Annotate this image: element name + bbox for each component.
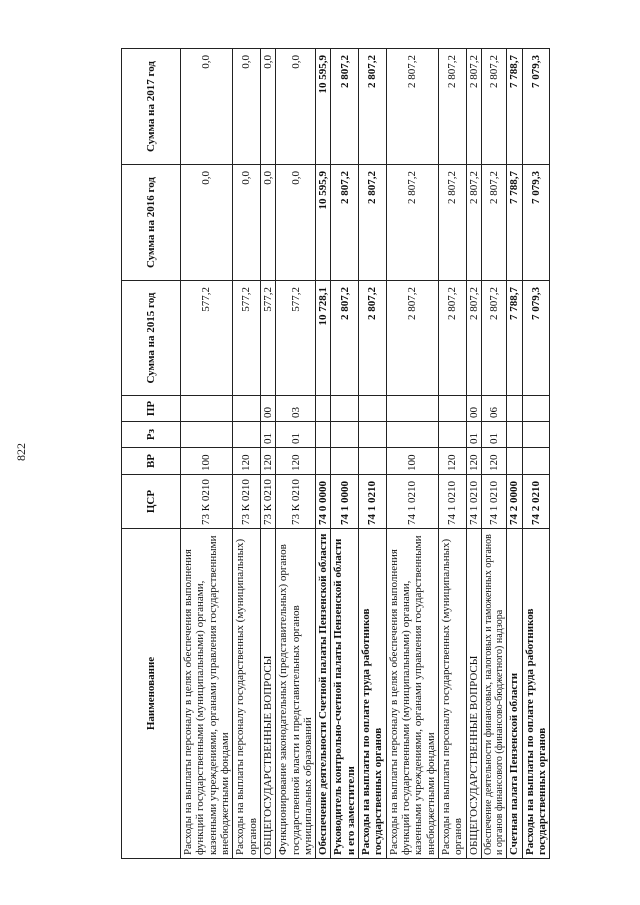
cell-csr: 73 К 0210 (181, 475, 233, 529)
cell-sum-2017: 7 788,7 (507, 49, 522, 165)
cell-sum-2017: 2 807,2 (386, 49, 438, 165)
cell-sum-2015: 577,2 (181, 281, 233, 396)
cell-csr: 74 1 0210 (386, 475, 438, 529)
cell-pr: 03 (276, 396, 316, 422)
cell-sum-2016: 7 079,3 (522, 165, 550, 281)
table-row (481, 49, 506, 859)
cell-rz (522, 422, 550, 448)
header-rz: Рз (122, 422, 181, 448)
cell-csr: 73 К 0210 (233, 475, 261, 529)
cell-sum-2015: 7 079,3 (522, 281, 550, 396)
table-row (438, 49, 466, 859)
cell-name: Расходы на выплаты персоналу в целях обеспечения выполнения функций государственными (муниципальными) органами, казенными учреждениями, органами управления государственными внебюджетными фондами (386, 529, 438, 859)
cell-rz (331, 422, 359, 448)
cell-sum-2016: 2 807,2 (481, 165, 506, 281)
table-row (233, 49, 261, 859)
table-row (260, 49, 275, 859)
cell-sum-2016: 0,0 (276, 165, 316, 281)
cell-sum-2015: 2 807,2 (386, 281, 438, 396)
table-row (331, 49, 359, 859)
cell-name: Функционирование законодательных (представительных) органов государственной власти и представительных органов муниципальных образований (276, 529, 316, 859)
header-pr: ПР (122, 396, 181, 422)
cell-sum-2015: 2 807,2 (359, 281, 387, 396)
cell-sum-2015: 577,2 (233, 281, 261, 396)
cell-rz (181, 422, 233, 448)
cell-name: Обеспечение деятельности Счетной палаты Пензенской области (316, 529, 331, 859)
cell-csr: 73 К 0210 (260, 475, 275, 529)
cell-rz (316, 422, 331, 448)
cell-sum-2016: 0,0 (233, 165, 261, 281)
cell-sum-2017: 2 807,2 (438, 49, 466, 165)
cell-csr: 74 2 0210 (522, 475, 550, 529)
cell-rz (386, 422, 438, 448)
table-row (359, 49, 387, 859)
table-row (507, 49, 522, 859)
budget-table-sheet (121, 49, 571, 859)
cell-name: Счетная палата Пензенской области (507, 529, 522, 859)
cell-sum-2015: 2 807,2 (481, 281, 506, 396)
cell-sum-2017: 10 595,9 (316, 49, 331, 165)
table-row (316, 49, 331, 859)
cell-csr: 74 1 0210 (438, 475, 466, 529)
cell-sum-2016: 7 788,7 (507, 165, 522, 281)
cell-csr: 74 1 0000 (331, 475, 359, 529)
cell-sum-2015: 7 788,7 (507, 281, 522, 396)
table-row (386, 49, 438, 859)
cell-sum-2015: 10 728,1 (316, 281, 331, 396)
table-header-row (122, 49, 181, 859)
cell-vr (522, 448, 550, 475)
cell-vr (316, 448, 331, 475)
cell-pr (331, 396, 359, 422)
cell-vr: 120 (260, 448, 275, 475)
cell-sum-2016: 0,0 (260, 165, 275, 281)
cell-sum-2015: 2 807,2 (466, 281, 481, 396)
cell-rz (359, 422, 387, 448)
cell-sum-2017: 0,0 (260, 49, 275, 165)
cell-vr: 120 (481, 448, 506, 475)
cell-sum-2017: 2 807,2 (466, 49, 481, 165)
cell-pr (438, 396, 466, 422)
cell-rz (507, 422, 522, 448)
header-sum-2015: Сумма на 2015 год (122, 281, 181, 396)
cell-name: Обеспечение деятельности финансовых, налоговых и таможенных органов и органов финансового (финансово-бюджетного) надзора (481, 529, 506, 859)
cell-name: Расходы на выплаты персоналу государственных (муниципальных) органов (438, 529, 466, 859)
cell-sum-2016: 2 807,2 (386, 165, 438, 281)
cell-name: Расходы на выплаты по оплате труда работников государственных органов (522, 529, 550, 859)
cell-sum-2015: 577,2 (260, 281, 275, 396)
cell-sum-2017: 2 807,2 (331, 49, 359, 165)
cell-sum-2016: 2 807,2 (331, 165, 359, 281)
cell-sum-2016: 2 807,2 (438, 165, 466, 281)
cell-sum-2015: 2 807,2 (331, 281, 359, 396)
table-row (181, 49, 233, 859)
cell-pr: 00 (466, 396, 481, 422)
header-sum-2017: Сумма на 2017 год (122, 49, 181, 165)
cell-vr (507, 448, 522, 475)
cell-vr: 120 (233, 448, 261, 475)
cell-vr: 120 (438, 448, 466, 475)
cell-name: Расходы на выплаты персоналу государственных (муниципальных) органов (233, 529, 261, 859)
cell-vr: 120 (466, 448, 481, 475)
cell-rz: 01 (260, 422, 275, 448)
cell-vr (359, 448, 387, 475)
cell-sum-2017: 2 807,2 (481, 49, 506, 165)
cell-csr: 74 1 0210 (359, 475, 387, 529)
cell-vr: 100 (386, 448, 438, 475)
cell-pr (359, 396, 387, 422)
cell-rz: 01 (276, 422, 316, 448)
cell-pr (233, 396, 261, 422)
cell-pr (507, 396, 522, 422)
cell-csr: 73 К 0210 (276, 475, 316, 529)
cell-sum-2017: 7 079,3 (522, 49, 550, 165)
table-row (276, 49, 316, 859)
header-csr: ЦСР (122, 475, 181, 529)
cell-pr (386, 396, 438, 422)
cell-csr: 74 0 0000 (316, 475, 331, 529)
cell-sum-2016: 2 807,2 (359, 165, 387, 281)
cell-vr: 120 (276, 448, 316, 475)
cell-pr: 00 (260, 396, 275, 422)
cell-sum-2016: 2 807,2 (466, 165, 481, 281)
cell-sum-2016: 0,0 (181, 165, 233, 281)
cell-rz: 01 (466, 422, 481, 448)
cell-name: Расходы на выплаты персоналу в целях обеспечения выполнения функций государственными (муниципальными) органами, казенными учреждениями, органами управления государственными внебюджетными фондами (181, 529, 233, 859)
header-sum-2016: Сумма на 2016 год (122, 165, 181, 281)
cell-rz (233, 422, 261, 448)
cell-rz: 01 (481, 422, 506, 448)
cell-pr: 06 (481, 396, 506, 422)
table-row (466, 49, 481, 859)
cell-sum-2015: 577,2 (276, 281, 316, 396)
cell-pr (181, 396, 233, 422)
cell-sum-2017: 0,0 (233, 49, 261, 165)
cell-name: ОБЩЕГОСУДАРСТВЕННЫЕ ВОПРОСЫ (260, 529, 275, 859)
cell-vr: 100 (181, 448, 233, 475)
table-body (181, 49, 550, 859)
header-name: Наименование (122, 529, 181, 859)
cell-csr: 74 2 0000 (507, 475, 522, 529)
cell-sum-2017: 0,0 (276, 49, 316, 165)
table-row (522, 49, 550, 859)
cell-sum-2015: 2 807,2 (438, 281, 466, 396)
cell-csr: 74 1 0210 (481, 475, 506, 529)
page-number: 822 (14, 443, 28, 461)
cell-csr: 74 1 0210 (466, 475, 481, 529)
cell-name: ОБЩЕГОСУДАРСТВЕННЫЕ ВОПРОСЫ (466, 529, 481, 859)
header-vr: ВР (122, 448, 181, 475)
cell-vr (331, 448, 359, 475)
cell-sum-2016: 10 595,9 (316, 165, 331, 281)
cell-pr (522, 396, 550, 422)
cell-name: Руководитель контрольно-счетной палаты Пензенской области и его заместители (331, 529, 359, 859)
cell-pr (316, 396, 331, 422)
cell-sum-2017: 2 807,2 (359, 49, 387, 165)
cell-rz (438, 422, 466, 448)
cell-name: Расходы на выплаты по оплате труда работников государственных органов (359, 529, 387, 859)
cell-sum-2017: 0,0 (181, 49, 233, 165)
budget-table (121, 48, 550, 859)
